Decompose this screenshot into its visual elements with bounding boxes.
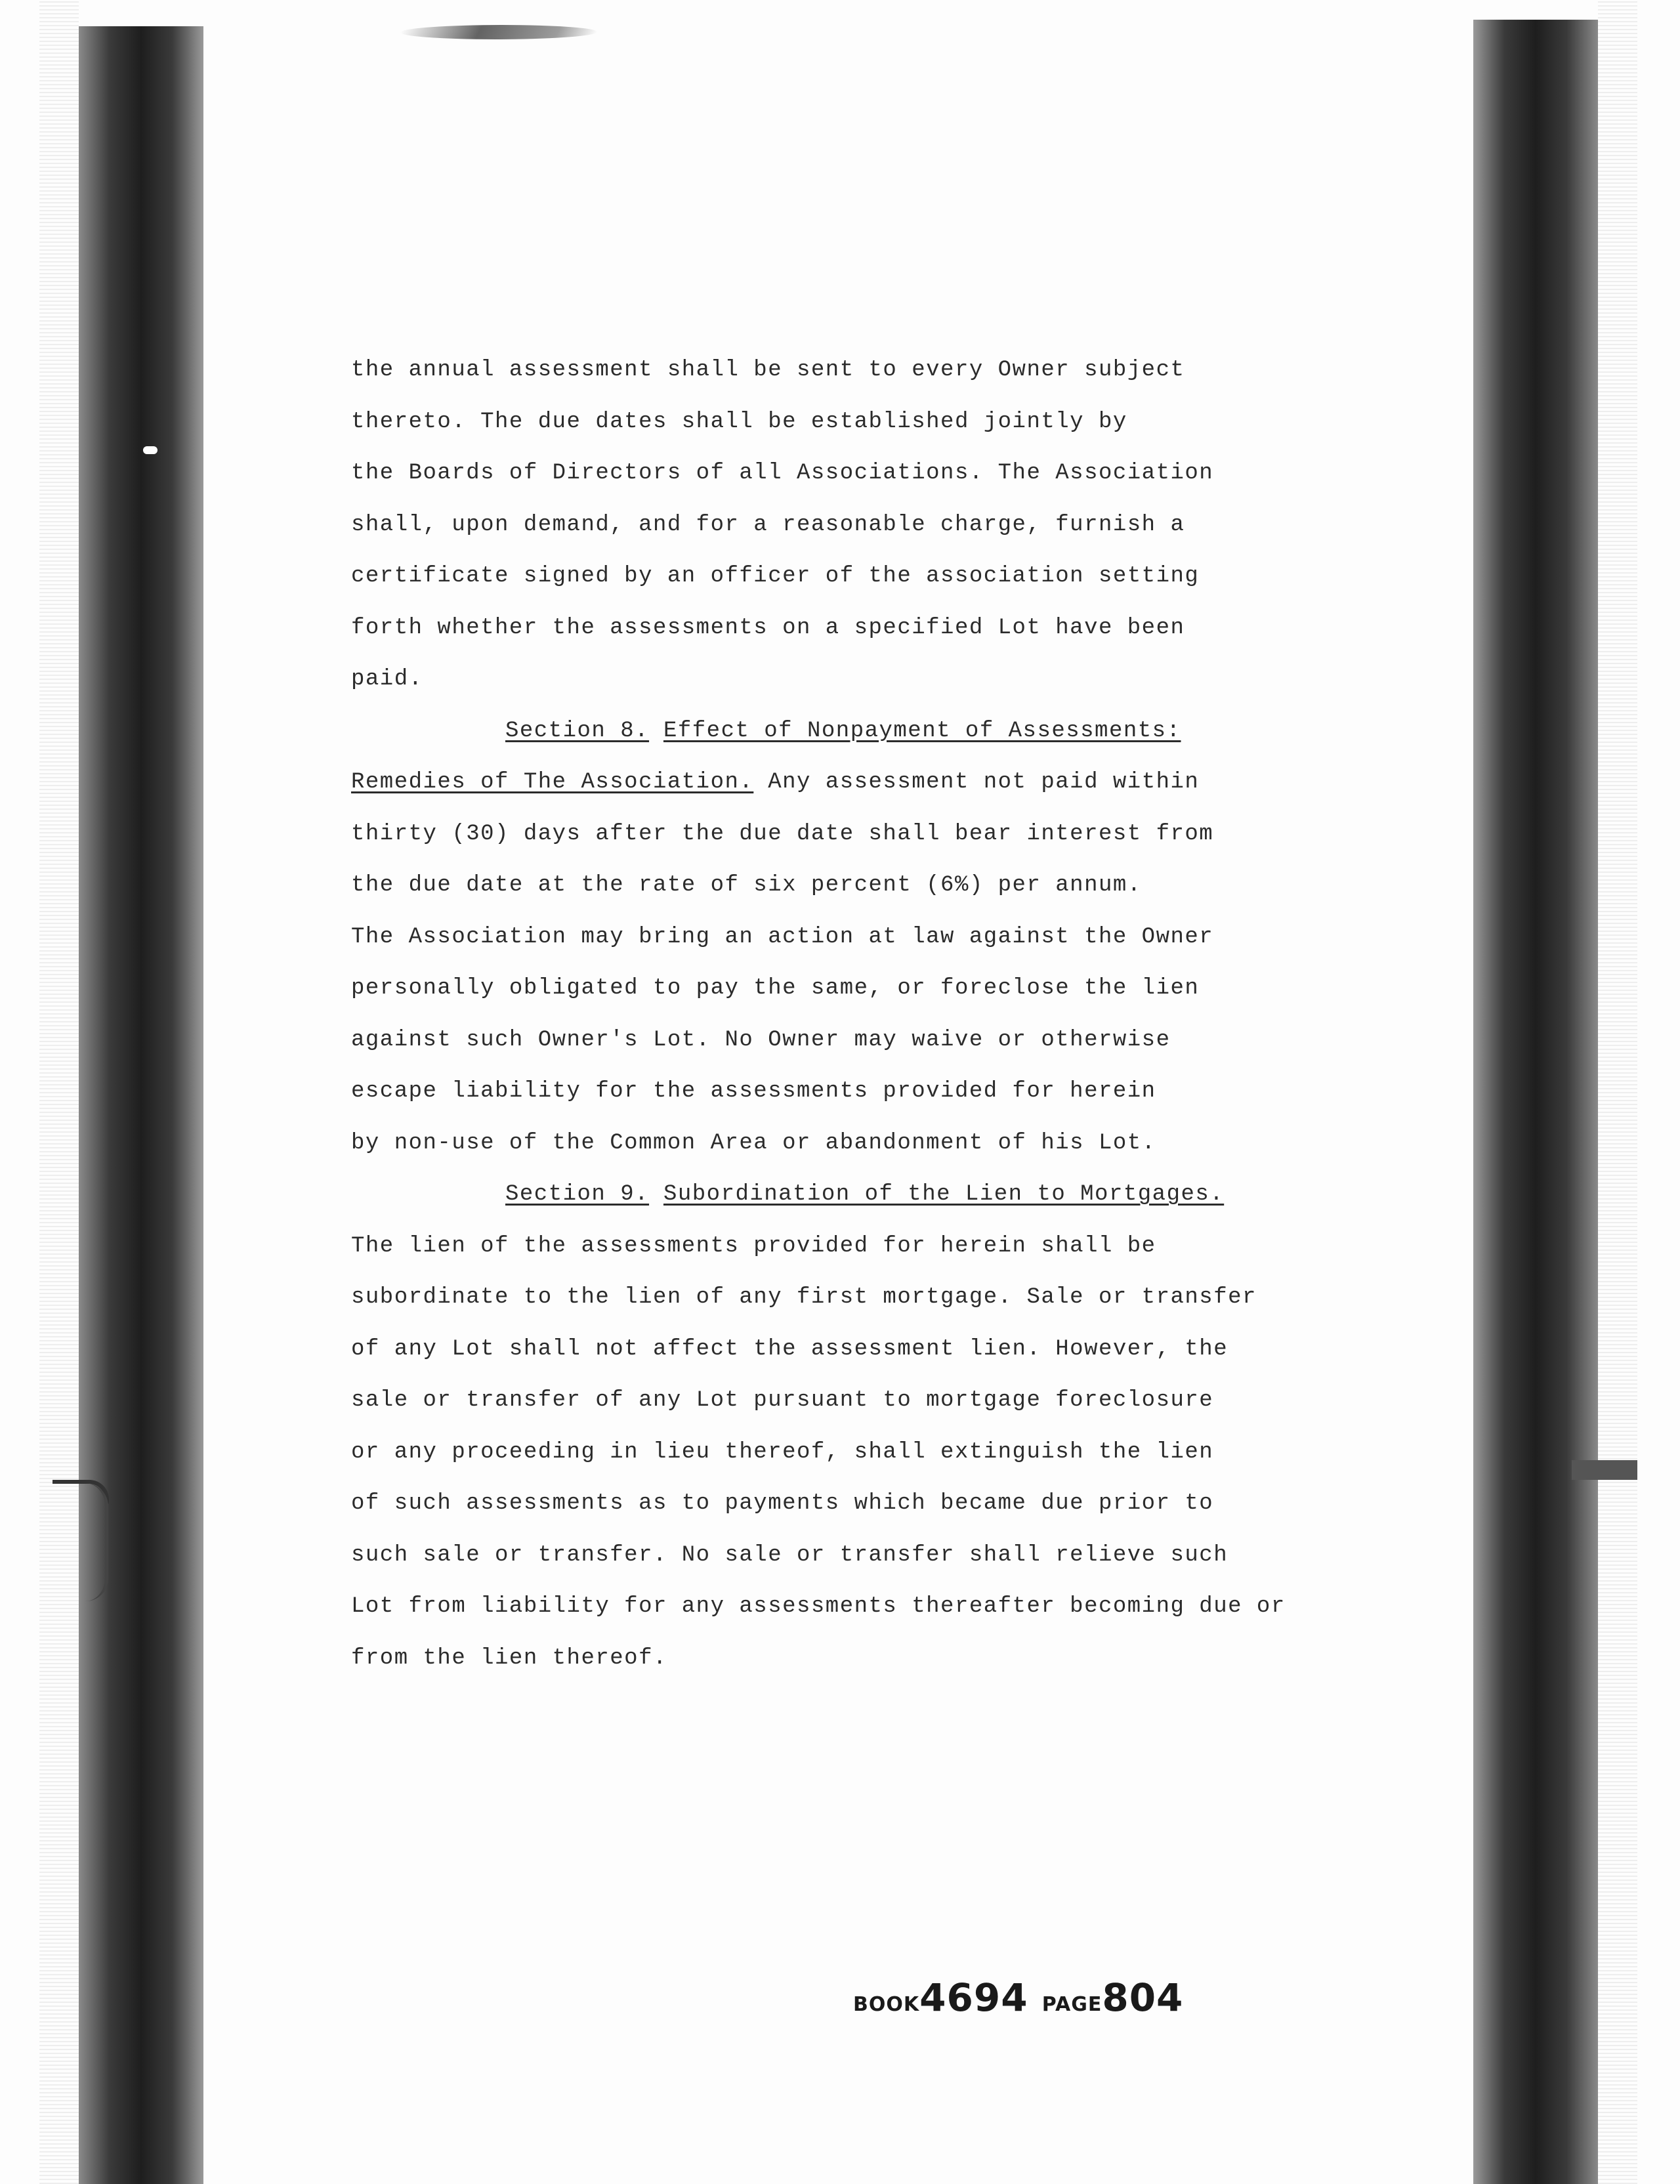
scan-noise-left — [39, 0, 79, 2184]
section-8-line: escape liability for the assessments provided for herein — [351, 1079, 1156, 1104]
section-9-line: The lien of the assessments provided for herein shall be — [351, 1233, 1156, 1259]
section-9-line: such sale or transfer. No sale or transfer shall relieve such — [351, 1542, 1228, 1568]
body-line: shall, upon demand, and for a reasonable charge, furnish a — [351, 512, 1185, 537]
section-9-number: Section 9. — [505, 1182, 650, 1207]
section-8-line: The Association may bring an action at law against the Owner — [351, 924, 1214, 950]
body-line: paid. — [351, 667, 423, 692]
binder-clip-right — [1572, 1460, 1637, 1480]
section-8-heading — [351, 705, 1362, 757]
scan-artifact — [143, 446, 158, 454]
body-line: the Boards of Directors of all Associations. The Association — [351, 461, 1214, 486]
section-9-heading — [351, 1169, 1362, 1221]
scan-edge-right — [1473, 20, 1598, 2184]
section-9-line: subordinate to the lien of any first mortgage. Sale or transfer — [351, 1285, 1257, 1310]
scan-smudge — [397, 25, 600, 39]
section-9-line: Lot from liability for any assessments thereafter becoming due or — [351, 1594, 1286, 1619]
section-8-number: Section 8. — [505, 718, 650, 744]
document-body — [351, 345, 1362, 1684]
section-8-subtitle: Remedies of The Association. — [351, 770, 754, 795]
section-8-line: by non-use of the Common Area or abandonment of his Lot. — [351, 1130, 1156, 1156]
page-label: PAGE — [1041, 1993, 1102, 2016]
body-line: forth whether the assessments on a specified Lot have been — [351, 615, 1185, 640]
section-9-line: sale or transfer of any Lot pursuant to mortgage foreclosure — [351, 1388, 1214, 1413]
book-page-stamp — [853, 1975, 1184, 2034]
section-8-line: thirty (30) days after the due date shall bear interest from — [351, 821, 1214, 847]
book-number: 4694 — [919, 1975, 1028, 2020]
body-line: thereto. The due dates shall be established jointly by — [351, 409, 1127, 434]
section-9-line: of any Lot shall not affect the assessment lien. However, the — [351, 1336, 1228, 1362]
section-8-line: the due date at the rate of six percent (6%) per annum. — [351, 873, 1142, 898]
body-line: certificate signed by an officer of the association setting — [351, 564, 1200, 589]
body-line: the annual assessment shall be sent to every Owner subject — [351, 358, 1185, 383]
section-8-line — [351, 757, 1362, 808]
section-8-title: Effect of Nonpayment of Assessments: — [663, 718, 1181, 744]
scan-edge-left — [79, 26, 203, 2184]
page-number: 804 — [1102, 1975, 1184, 2020]
section-8-text: Any assessment not paid within — [768, 770, 1200, 795]
section-9-line: from the lien thereof. — [351, 1645, 667, 1671]
section-9-title: Subordination of the Lien to Mortgages. — [663, 1182, 1225, 1207]
binder-clip-curve — [85, 1483, 108, 1601]
scan-noise-right — [1598, 0, 1637, 2184]
section-9-line: or any proceeding in lieu thereof, shall extinguish the lien — [351, 1439, 1214, 1465]
section-9-line: of such assessments as to payments which became due prior to — [351, 1491, 1214, 1516]
section-8-line: against such Owner's Lot. No Owner may waive or otherwise — [351, 1027, 1171, 1053]
section-8-line: personally obligated to pay the same, or foreclose the lien — [351, 976, 1200, 1001]
book-label: BOOK — [853, 1993, 920, 2016]
